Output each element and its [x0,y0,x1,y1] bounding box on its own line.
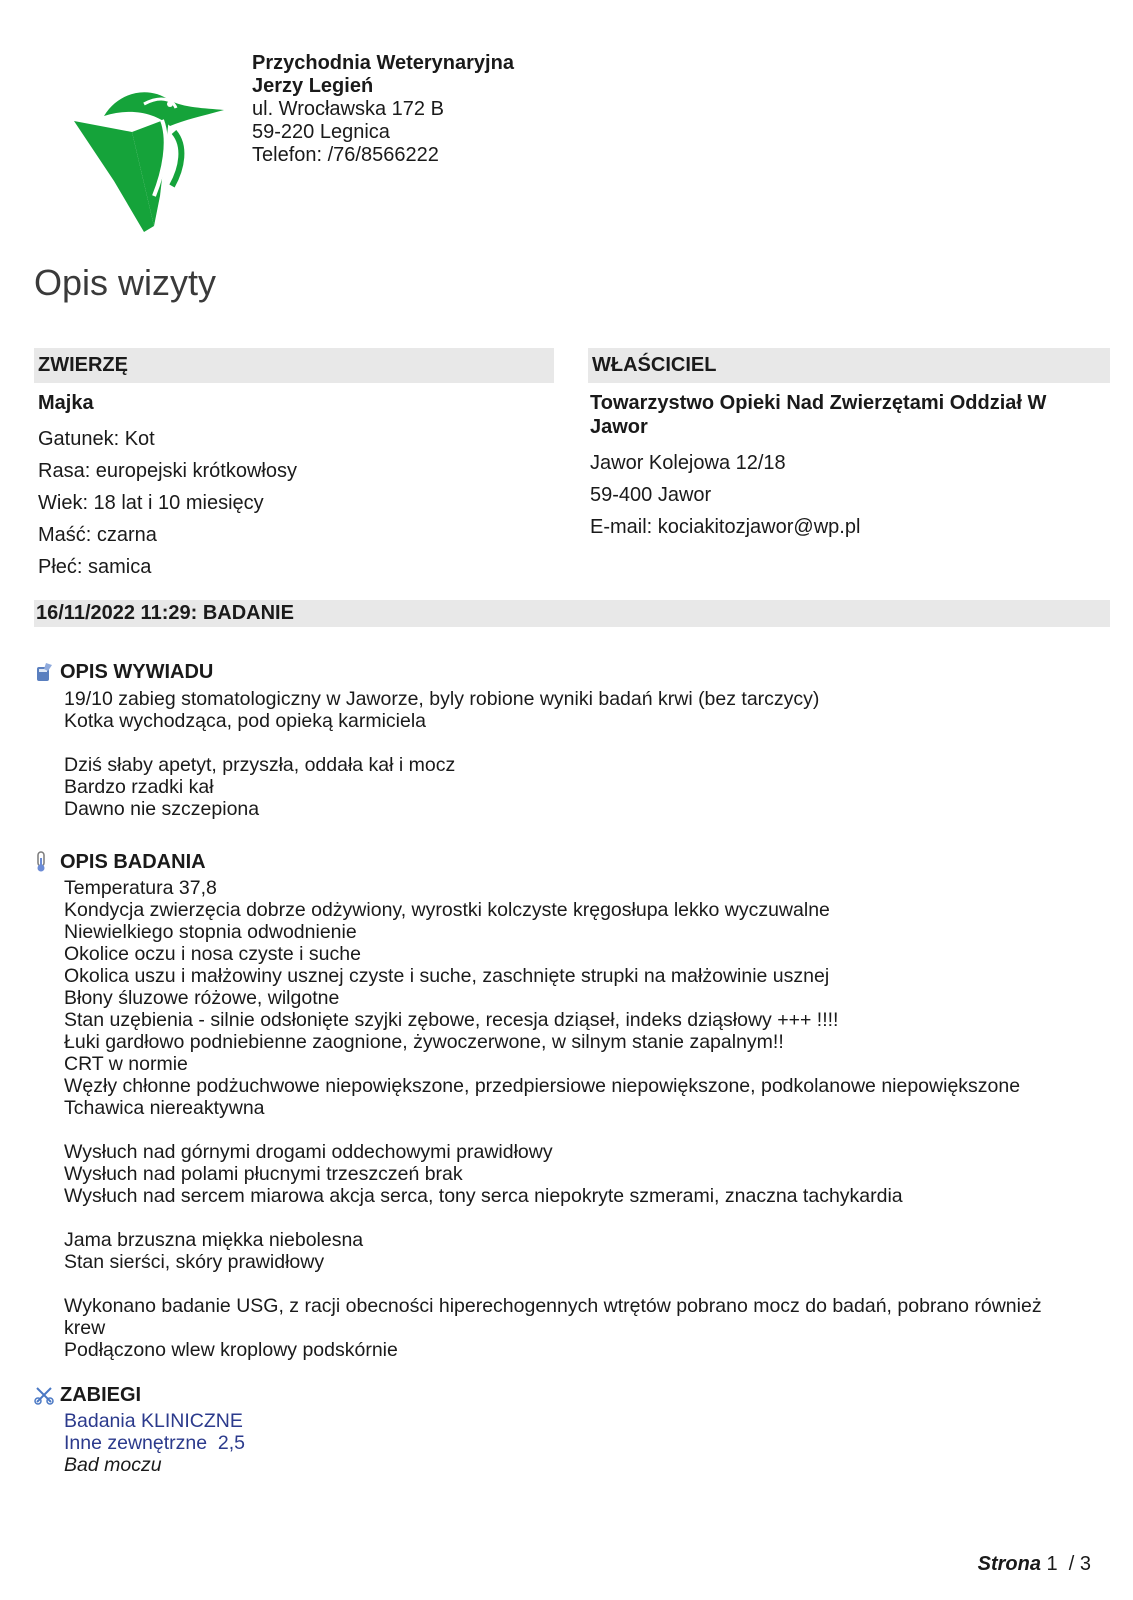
owner-address: Jawor Kolejowa 12/18 [590,452,786,474]
exam-line: Jama brzuszna miękka niebolesna [64,1229,364,1251]
animal-name: Majka [38,392,94,414]
clinic-name: Przychodnia Weterynaryjna [252,52,514,74]
owner-details [590,391,1090,543]
interview-line: Dziś słaby apetyt, przyszła, oddała kał i mocz [64,754,456,776]
animal-species: Gatunek: Kot [38,428,155,450]
exam-line: Tchawica niereaktywna [64,1097,265,1119]
animal-section-header: ZWIERZĘ [34,348,554,383]
procedures-section-title [34,1383,141,1407]
notepad-icon [34,660,60,684]
exam-line: Temperatura 37,8 [64,877,217,899]
page-label: Strona [977,1553,1041,1575]
procedures-body [64,1410,245,1476]
exam-line: Wysłuch nad górnymi drogami oddechowymi prawidłowy [64,1141,553,1163]
animal-breed: Rasa: europejski krótkowłosy [38,460,297,482]
interview-body [64,688,819,820]
animal-details [38,391,297,583]
scissors-icon [34,1383,60,1407]
page-number [978,1553,1091,1576]
interview-line: Kotka wychodząca, pod opieką karmiciela [64,710,427,732]
owner-email: E-mail: kociakitozjawor@wp.pl [590,516,861,538]
exam-line: Błony śluzowe różowe, wilgotne [64,987,340,1009]
interview-line: Bardzo rzadki kał [64,776,214,798]
exam-line: Okolica uszu i małżowiny usznej czyste i suche, zaschnięte strupki na małżowinie usznej [64,965,830,987]
procedure-category: Badania KLINICZNE [64,1410,243,1432]
interview-title: OPIS WYWIADU [60,660,214,683]
exam-line: Stan uzębienia - silnie odsłonięte szyjki zębowe, recesja dziąseł, indeks dziąsłowy +++ !!!! [64,1009,839,1031]
exam-line: Łuki gardłowo podniebienne zaognione, żywoczerwone, w silnym stanie zapalnym!! [64,1031,784,1053]
page-current: 1 [1046,1553,1058,1575]
owner-city: 59-400 Jawor [590,484,712,506]
visit-header: 16/11/2022 11:29: BADANIE [34,600,1110,627]
exam-line: Stan sierści, skóry prawidłowy [64,1251,325,1273]
clinic-street: ul. Wrocławska 172 B [252,98,444,120]
exam-line: Podłączono wlew kroplowy podskórnie [64,1339,398,1361]
exam-body [64,877,1042,1361]
interview-line: Dawno nie szczepiona [64,798,260,820]
clinic-doctor: Jerzy Legień [252,75,374,97]
procedures-title: ZABIEGI [60,1383,142,1406]
clinic-phone: Telefon: /76/8566222 [252,144,439,166]
exam-line: Wysłuch nad polami płucnymi trzeszczeń brak [64,1163,463,1185]
clinic-city: 59-220 Legnica [252,121,390,143]
exam-line: krew [64,1317,106,1339]
clinic-info [252,52,514,167]
animal-color: Maść: czarna [38,524,157,546]
interview-section-title [34,660,213,684]
animal-age: Wiek: 18 lat i 10 miesięcy [38,492,264,514]
exam-line: Wysłuch nad sercem miarowa akcja serca, tony serca niepokryte szmerami, znaczna tachykardia [64,1185,903,1207]
exam-line: CRT w normie [64,1053,188,1075]
exam-title: OPIS BADANIA [60,850,206,873]
owner-section-header: WŁAŚCICIEL [588,348,1110,383]
exam-line: Węzły chłonne podżuchwowe niepowiększone, przedpiersiowe niepowiększone, podkolanowe niepowiększone [64,1075,1021,1097]
exam-line: Okolice oczu i nosa czyste i suche [64,943,361,965]
page-title: Opis wizyty [34,262,217,303]
animal-sex: Płeć: samica [38,556,152,578]
procedure-note: Bad moczu [64,1454,162,1476]
thermometer-icon [34,850,60,874]
owner-name: Towarzystwo Opieki Nad Zwierzętami Oddział W Jawor [590,392,1047,438]
procedure-item: Inne zewnętrzne 2,5 [64,1432,246,1454]
page-total: / 3 [1063,1553,1091,1575]
exam-line: Wykonano badanie USG, z racji obecności hiperechogennych wtrętów pobrano mocz do badań, pobrano również [64,1295,1042,1317]
clinic-logo [74,86,234,232]
exam-line: Kondycja zwierzęcia dobrze odżywiony, wyrostki kolczyste kręgosłupa lekko wyczuwalne [64,899,830,921]
interview-line: 19/10 zabieg stomatologiczny w Jaworze, byly robione wyniki badań krwi (bez tarczycy) [64,688,820,710]
exam-line: Niewielkiego stopnia odwodnienie [64,921,357,943]
exam-section-title [34,850,206,874]
